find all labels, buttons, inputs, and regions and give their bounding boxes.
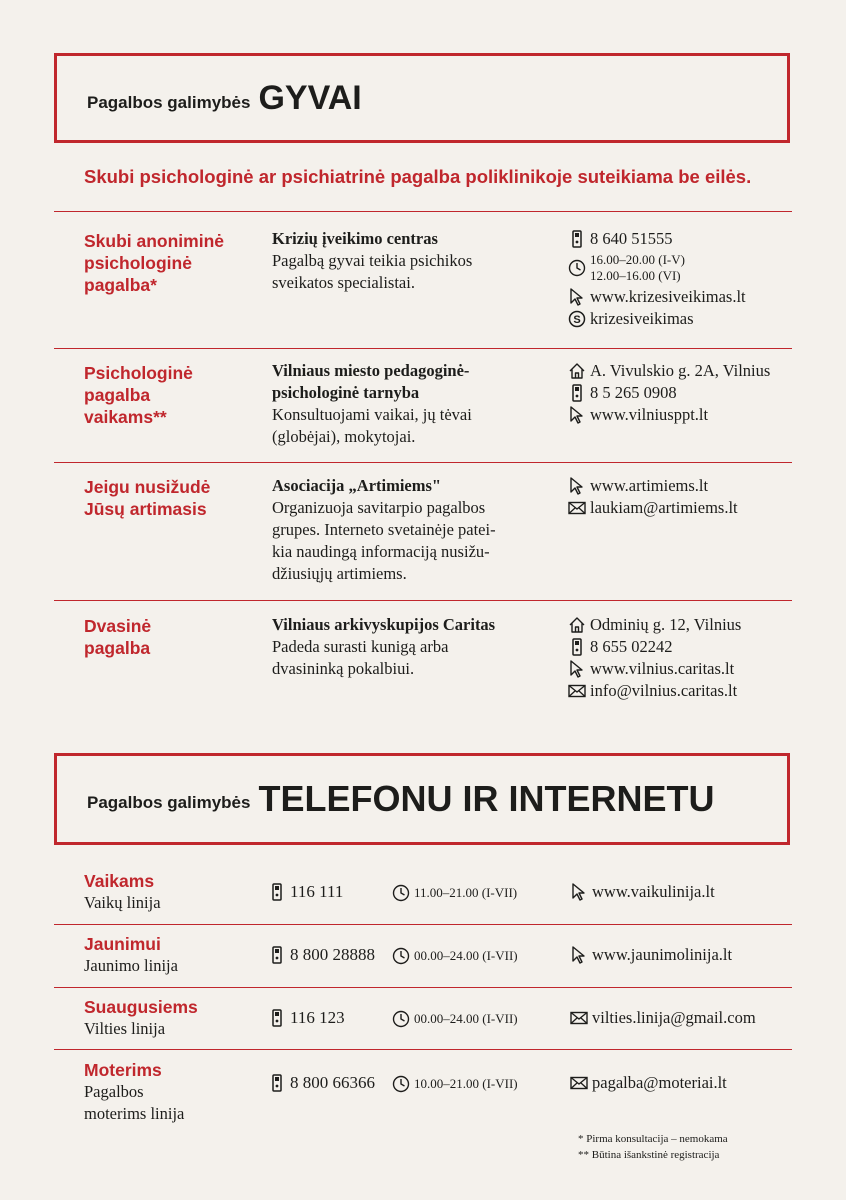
contact-text: www.vilniusppt.lt <box>590 405 709 424</box>
service-info <box>272 614 552 680</box>
contact-list <box>568 360 798 426</box>
section-header-phone-internet <box>54 753 790 845</box>
contact-website[interactable] <box>568 404 798 426</box>
contact-text: A. Vivulskio g. 2A, Vilnius <box>590 361 771 380</box>
row-category: Vaikams <box>84 871 155 891</box>
hours-cell <box>392 947 518 965</box>
line-name: Vaikų linija <box>84 893 161 912</box>
contact-hours <box>568 252 798 284</box>
divider <box>54 924 792 925</box>
service-info <box>272 360 552 448</box>
contact-website[interactable] <box>568 475 798 497</box>
phone-icon <box>568 636 590 658</box>
organization-name: Asociacija „Artimiems" <box>272 476 442 495</box>
contact-text: www.vilnius.caritas.lt <box>590 659 735 678</box>
divider <box>54 211 792 212</box>
contact-website[interactable] <box>568 286 798 308</box>
line-name: Vilties linija <box>84 1019 166 1038</box>
web-text: www.vaikulinija.lt <box>592 882 715 901</box>
divider <box>54 987 792 988</box>
clock-icon <box>392 884 410 902</box>
service-description: Organizuoja savitarpio pagalbos grupes. Interneto svetainėje patei- kia naudingą informaciją nusižu- džiusiųjų artimiems. <box>272 498 496 583</box>
divider <box>54 1049 792 1050</box>
home-icon <box>568 614 590 636</box>
section-subtitle: Skubi psichologinė ar psichiatrinė pagalba poliklinikoje suteikiama be eilės. <box>84 166 752 187</box>
svg-text:S: S <box>573 314 581 326</box>
contact-text: 8 640 51555 <box>590 229 673 248</box>
header-pre-label: Pagalbos galimybės <box>87 93 251 112</box>
organization-name: Vilniaus arkivyskupijos Caritas <box>272 615 496 634</box>
contact-website[interactable] <box>568 658 798 680</box>
contact-text: www.artimiems.lt <box>590 476 709 495</box>
clock-icon <box>392 1075 410 1093</box>
skype-icon <box>568 308 590 330</box>
cursor-icon <box>570 946 588 964</box>
phone-cell[interactable] <box>268 882 343 902</box>
footnotes <box>578 1131 728 1163</box>
phone-number: 8 800 66366 <box>290 1073 375 1092</box>
mail-icon <box>570 1009 588 1027</box>
contact-list <box>568 228 798 330</box>
category-label: Psichologinė pagalba vaikams** <box>84 363 193 427</box>
service-info <box>272 228 552 294</box>
contact-phone[interactable] <box>568 228 798 250</box>
contact-text: 16.00–20.00 (I-V) 12.00–16.00 (VI) <box>590 252 685 283</box>
web-cell[interactable] <box>570 945 732 965</box>
row-category: Jaunimui <box>84 934 161 954</box>
contact-address <box>568 614 798 636</box>
table-row <box>84 996 794 1040</box>
contact-list <box>568 475 798 519</box>
service-info <box>272 475 552 585</box>
hours-text: 00.00–24.00 (I-VII) <box>414 948 518 963</box>
hours-cell <box>392 884 517 902</box>
phone-number: 116 123 <box>290 1008 345 1027</box>
contact-list <box>568 614 798 702</box>
category-label: Skubi anoniminė psichologinė pagalba* <box>84 231 225 295</box>
cursor-icon <box>568 404 590 426</box>
mail-icon <box>568 680 590 702</box>
cursor-icon <box>568 658 590 680</box>
phone-icon <box>568 382 590 404</box>
phone-icon <box>268 946 286 964</box>
web-text: pagalba@moteriai.lt <box>592 1073 727 1092</box>
organization-name: Vilniaus miesto pedagoginė- psichologinė tarnyba <box>272 361 470 402</box>
contact-phone[interactable] <box>568 382 798 404</box>
phone-number: 8 800 28888 <box>290 945 375 964</box>
cursor-icon <box>568 286 590 308</box>
hours-text: 00.00–24.00 (I-VII) <box>414 1011 518 1026</box>
mail-icon <box>570 1074 588 1092</box>
service-description: Padeda surasti kunigą arba dvasininką pokalbiui. <box>272 637 449 678</box>
contact-text: krizesiveikimas <box>590 309 694 328</box>
web-text: www.jaunimolinija.lt <box>592 945 733 964</box>
phone-number: 116 111 <box>290 882 344 901</box>
web-text: vilties.linija@gmail.com <box>592 1008 756 1027</box>
home-icon <box>568 360 590 382</box>
mail-icon <box>568 497 590 519</box>
phone-icon <box>568 228 590 250</box>
category-label: Dvasinė pagalba <box>84 616 152 658</box>
email-cell[interactable] <box>570 1008 756 1028</box>
contact-text: 8 5 265 0908 <box>590 383 677 402</box>
organization-name: Krizių įveikimo centras <box>272 229 438 248</box>
line-name: Jaunimo linija <box>84 956 178 975</box>
clock-icon <box>392 1010 410 1028</box>
line-name: Pagalbos moterims linija <box>84 1082 185 1123</box>
contact-phone[interactable] <box>568 636 798 658</box>
contact-skype[interactable] <box>568 308 798 330</box>
phone-icon <box>268 1074 286 1092</box>
hours-cell <box>392 1075 518 1093</box>
phone-cell[interactable] <box>268 1073 375 1093</box>
divider <box>54 348 792 349</box>
header-pre-label: Pagalbos galimybės <box>87 793 251 812</box>
phone-cell[interactable] <box>268 1008 345 1028</box>
cursor-icon <box>568 475 590 497</box>
header-title: TELEFONU IR INTERNETU <box>258 778 715 819</box>
email-cell[interactable] <box>570 1073 727 1093</box>
row-category: Moterims <box>84 1060 162 1080</box>
contact-text: Odminių g. 12, Vilnius <box>590 615 742 634</box>
service-description: Konsultuojami vaikai, jų tėvai (globėjai), mokytojai. <box>272 405 472 446</box>
phone-icon <box>268 883 286 901</box>
contact-email[interactable] <box>568 497 798 519</box>
contact-address <box>568 360 798 382</box>
hours-cell <box>392 1010 518 1028</box>
table-row <box>84 870 794 914</box>
contact-text: laukiam@artimiems.lt <box>590 498 738 517</box>
cursor-icon <box>570 883 588 901</box>
footnote: * Pirma konsultacija – nemokama <box>578 1133 728 1145</box>
contact-text: info@vilnius.caritas.lt <box>590 681 738 700</box>
row-category: Suaugusiems <box>84 997 198 1017</box>
clock-icon <box>392 947 410 965</box>
section-header-live <box>54 53 790 143</box>
contact-text: www.krizesiveikimas.lt <box>590 287 746 306</box>
clock-icon <box>568 252 590 284</box>
footnote: ** Būtina išankstinė registracija <box>578 1149 720 1161</box>
category-label: Jeigu nusižudė Jūsų artimasis <box>84 477 211 519</box>
table-row <box>84 933 794 977</box>
service-description: Pagalbą gyvai teikia psichikos sveikatos specialistai. <box>272 251 473 292</box>
phone-cell[interactable] <box>268 945 375 965</box>
header-title: GYVAI <box>258 78 362 117</box>
hours-text: 11.00–21.00 (I-VII) <box>414 885 518 900</box>
contact-email[interactable] <box>568 680 798 702</box>
divider <box>54 462 792 463</box>
contact-text: 8 655 02242 <box>590 637 673 656</box>
phone-icon <box>268 1009 286 1027</box>
table-row <box>84 1059 794 1125</box>
web-cell[interactable] <box>570 882 715 902</box>
hours-text: 10.00–21.00 (I-VII) <box>414 1076 518 1091</box>
divider <box>54 600 792 601</box>
